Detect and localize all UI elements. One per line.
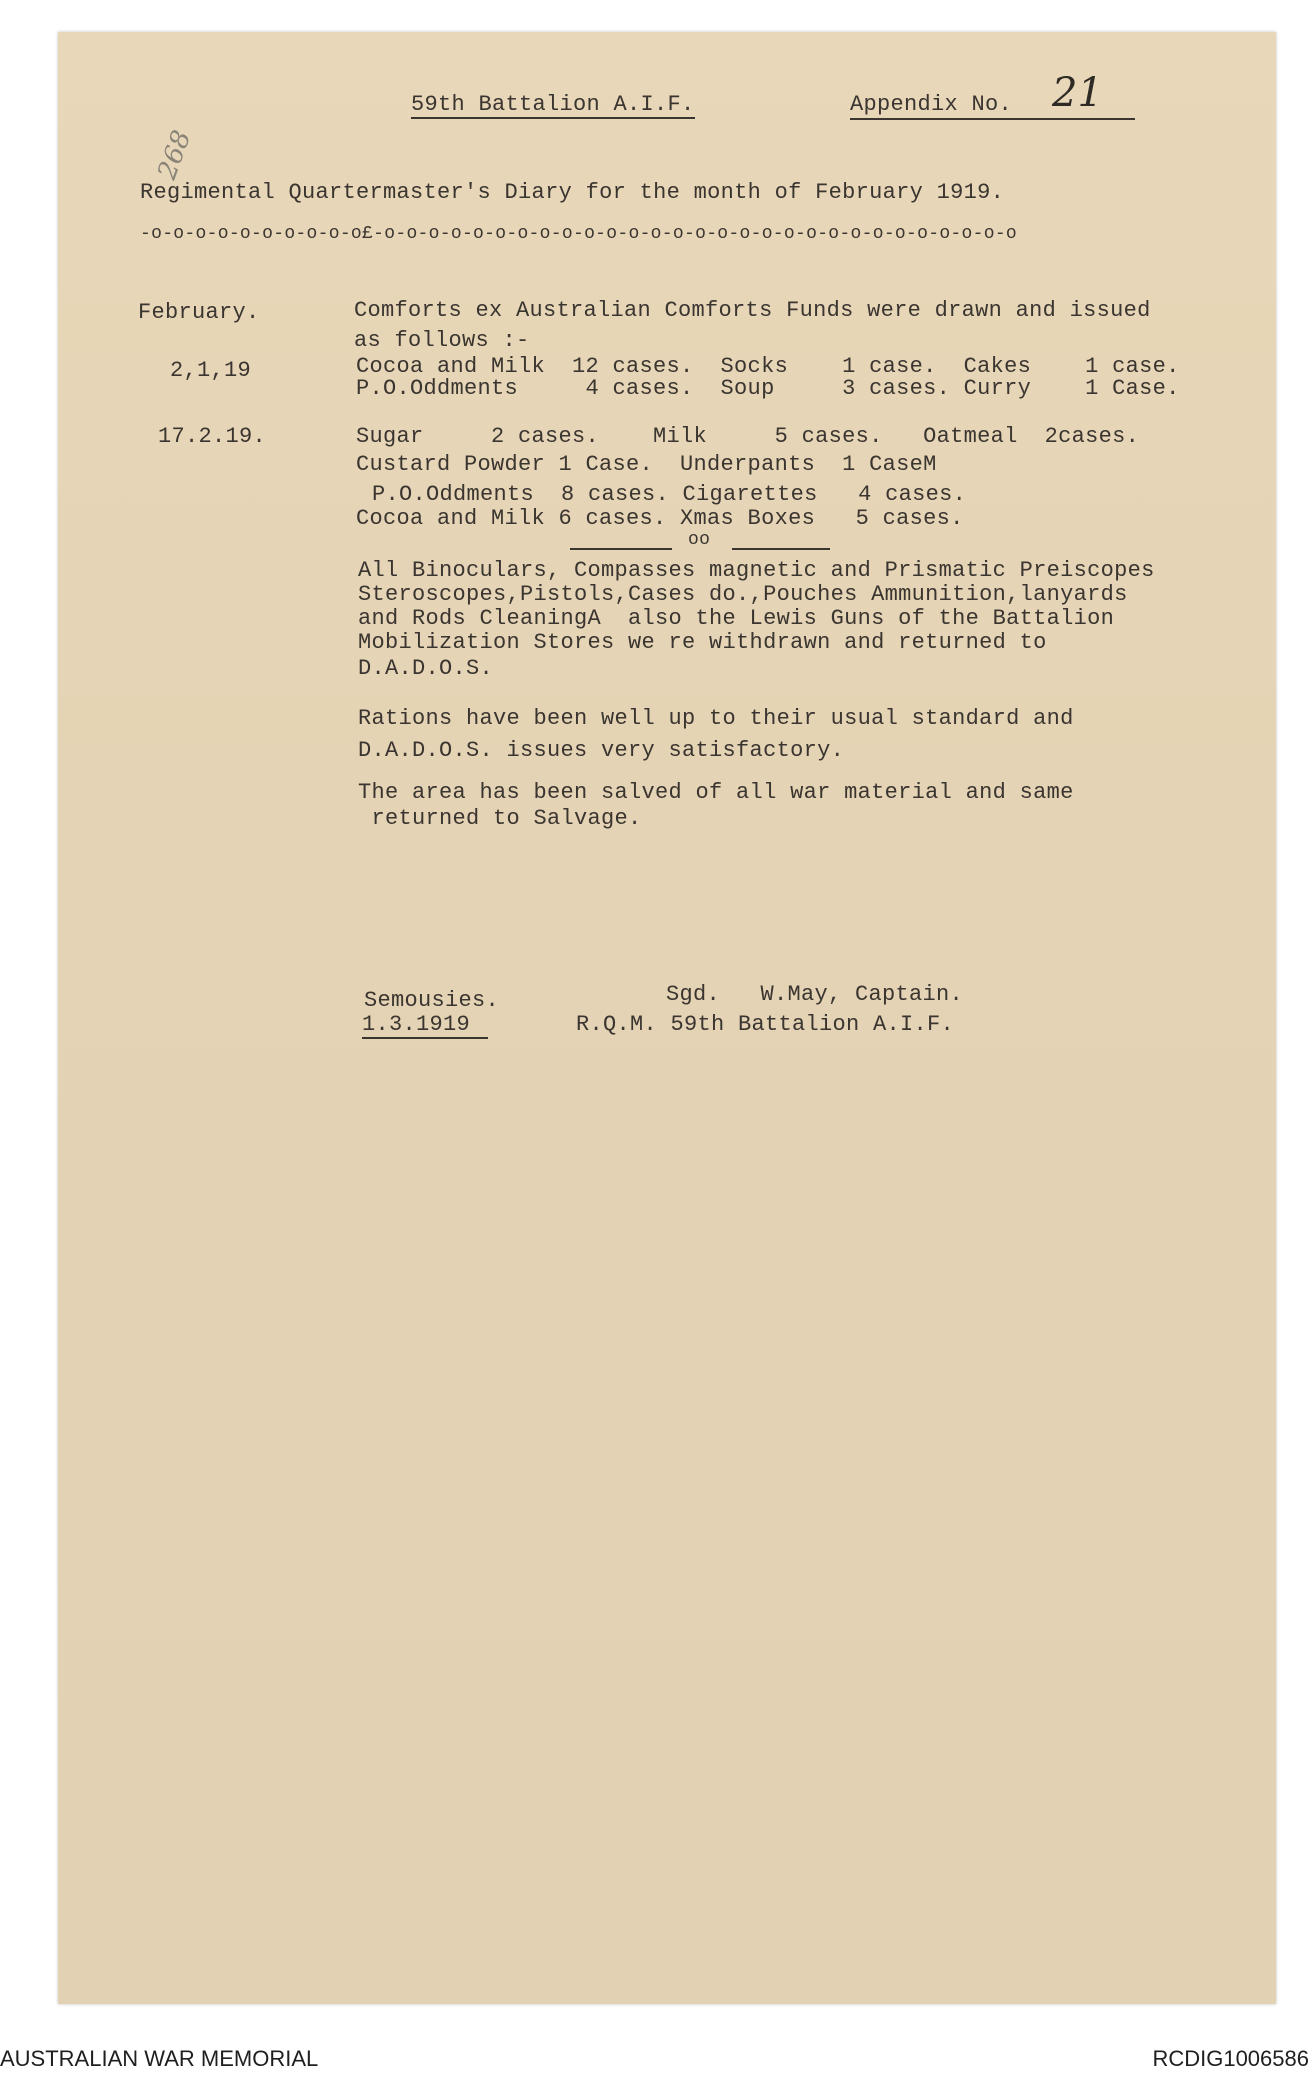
entry2-line-3: P.O.Oddments 8 cases. Cigarettes 4 cases. [372,482,967,507]
entry1-line-1: Cocoa and Milk 12 cases. Socks 1 case. Cakes 1 case. [356,354,1180,379]
intro-line-1: Comforts ex Australian Comforts Funds were drawn and issued [354,298,1151,323]
signature-line-1: Sgd. W.May, Captain. [666,982,964,1007]
footer-archive-name: AUSTRALIAN WAR MEMORIAL [0,2046,319,2071]
footer-record-id: RCDIG1006586 [1152,2046,1309,2071]
para1-line-1: All Binoculars, Compasses magnetic and Prismatic Preiscopes [358,558,1155,583]
separator-mark: oo [688,530,711,550]
entry2-line-1: Sugar 2 cases. Milk 5 cases. Oatmeal 2cases. [356,424,1140,449]
entry1-date: 2,1,19 [170,358,252,383]
month-label: February. [138,300,260,325]
battalion-heading: 59th Battalion A.I.F. [411,92,695,117]
para1-line-2: Steroscopes,Pistols,Cases do.,Pouches Ammunition,lanyards [358,582,1128,607]
appendix-label: Appendix No. [850,92,1013,117]
signature-place: Semousies. [364,988,500,1013]
separator-rule-right [732,548,830,550]
para1-line-4: Mobilization Stores we re withdrawn and returned to [358,630,1047,655]
separator-rule-left [570,548,672,550]
para3-line-1: The area has been salved of all war material and same [358,780,1074,805]
entry2-line-2: Custard Powder 1 Case. Underpants 1 CaseM [356,452,937,477]
title-divider: -o-o-o-o-o-o-o-o-o-o£-o-o-o-o-o-o-o-o-o-o-o-o-o-o-o-o-o-o-o-o-o-o-o-o-o-o-o-o-o [140,224,1018,244]
entry2-date: 17.2.19. [158,424,267,449]
para2-line-1: Rations have been well up to their usual standard and [358,706,1074,731]
para2-line-2: D.A.D.O.S. issues very satisfactory. [358,738,845,763]
entry1-line-2: P.O.Oddments 4 cases. Soup 3 cases. Curry 1 Case. [356,376,1180,401]
para3-line-2: returned to Salvage. [358,806,642,831]
signature-line-2: R.Q.M. 59th Battalion A.I.F. [576,1012,955,1037]
appendix-number-handwritten: 21 [1052,70,1103,116]
appendix-underline [850,118,1135,120]
signature-date: 1.3.1919 [362,1012,488,1039]
diary-title: Regimental Quartermaster's Diary for the month of February 1919. [140,180,1005,205]
intro-line-2: as follows :- [354,328,530,353]
entry2-line-4: Cocoa and Milk 6 cases. Xmas Boxes 5 cases. [356,506,964,531]
para1-line-3: and Rods CleaningA also the Lewis Guns of the Battalion [358,606,1115,631]
pencil-folio-number: 268 [152,126,198,184]
para1-line-5: D.A.D.O.S. [358,656,494,681]
